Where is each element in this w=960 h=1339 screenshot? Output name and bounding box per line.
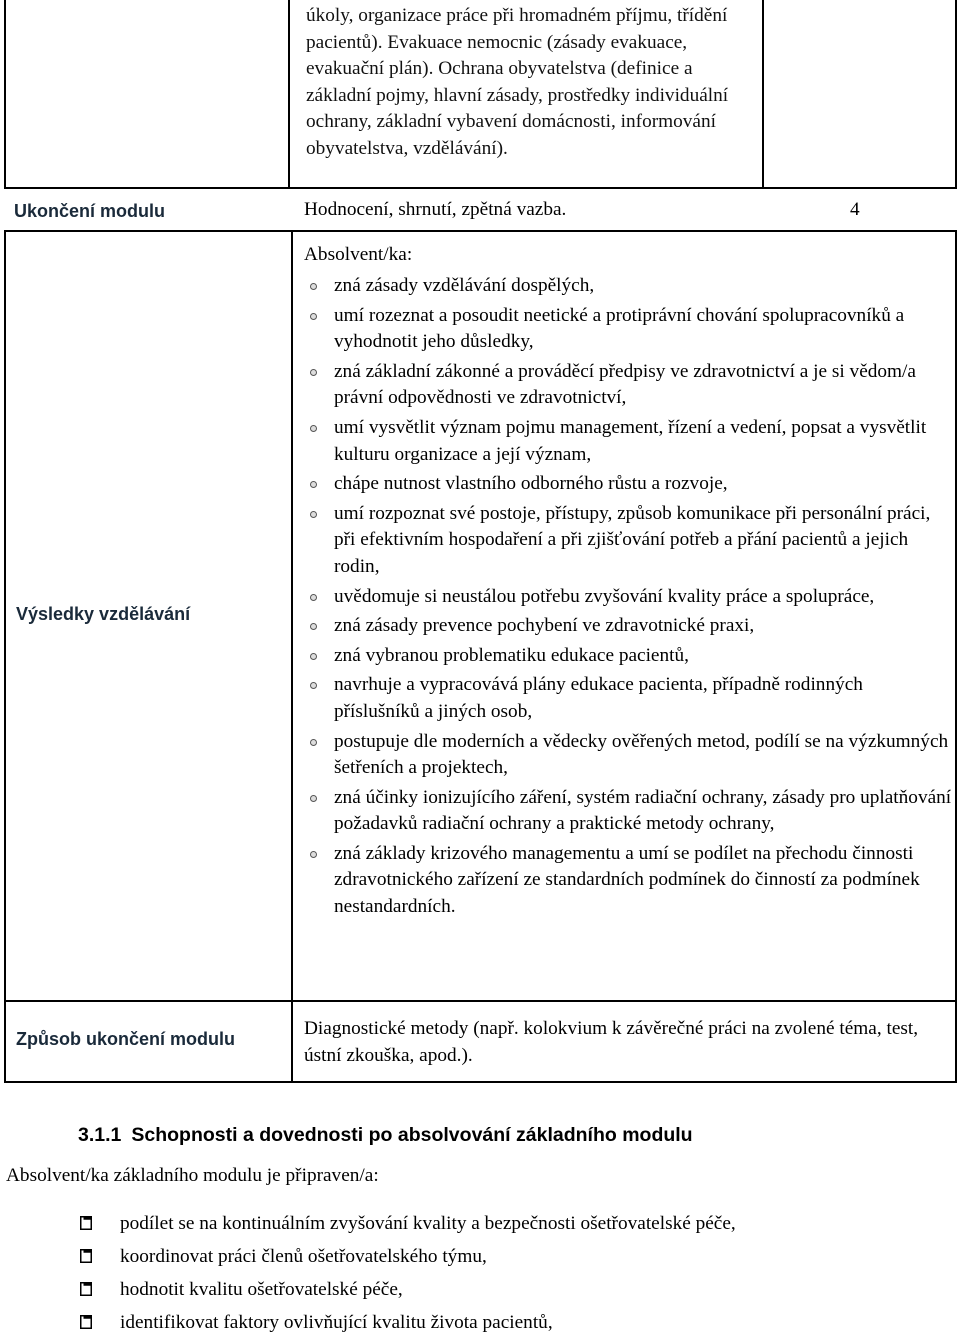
outcome-text: zná základy krizového managementu a umí se podílet na přechodu činnosti zdravotnického zařízení ze standardních podmínek do činností za podmínek nestandardních.: [334, 842, 920, 918]
round-bullet-icon: [310, 623, 317, 630]
list-item: [304, 415, 952, 468]
skill-text: koordinovat práci členů ošetřovatelského týmu,: [120, 1246, 487, 1267]
module-ending-hours: 4: [850, 199, 860, 220]
ending-method-text: Diagnostické metody (např. kolokvium k závěrečné práci na zvolené téma, test, ústní zkouška, apod.).: [304, 1018, 919, 1066]
top-table-left-cell: [4, 0, 290, 189]
learning-outcomes-list: [304, 273, 952, 924]
module-ending-value: Hodnocení, shrnutí, zpětná vazba.: [304, 199, 567, 220]
skill-text: identifikovat faktory ovlivňující kvalitu života pacientů,: [120, 1312, 553, 1333]
outcome-text: zná účinky ionizujícího záření, systém radiační ochrany, zásady pro uplatňování požadavků radiační ochrany a praktické metody ochrany,: [334, 786, 952, 835]
table-column-divider: [291, 232, 293, 1081]
round-bullet-icon: [310, 313, 317, 320]
list-item: [304, 359, 952, 412]
top-table-fragment: [4, 0, 957, 191]
ending-method-label: Způsob ukončení modulu: [16, 1029, 235, 1049]
outcome-text: zná zásady prevence pochybení ve zdravotnické praxi,: [334, 615, 755, 637]
list-item: [304, 785, 952, 838]
round-bullet-icon: [310, 283, 317, 290]
round-bullet-icon: [310, 795, 317, 802]
top-cell-text: úkoly, organizace práce při hromadném příjmu, třídění pacientů). Evakuace nemocnic (zásady evakuace, evakuační plán). Ochrana obyvatelstva (definice a základní pojmy, hlavní zásady, prostředky individuální ochrany, základní vybavení domácnosti, informování obyvatelstva, vzdělávání).: [306, 5, 729, 159]
outcomes-table: [4, 230, 957, 1083]
list-item: [304, 672, 952, 725]
outcome-text: umí vysvětlit význam pojmu management, řízení a vedení, popsat a vysvětlit kulturu organizace a její význam,: [334, 416, 927, 465]
round-bullet-icon: [310, 682, 317, 689]
list-item: [304, 303, 952, 356]
box-bullet-icon: [80, 1282, 92, 1296]
list-item: [304, 613, 952, 640]
outcome-text: zná základní zákonné a prováděcí předpisy ve zdravotnictví a je si vědom/a právní odpovědnosti ve zdravotnictví,: [334, 360, 916, 409]
round-bullet-icon: [310, 481, 317, 488]
outcome-text: umí rozeznat a posoudit neetické a protiprávní chování spolupracovníků a vyhodnotit jeho důsledky,: [334, 304, 905, 353]
skill-text: hodnotit kvalitu ošetřovatelské péče,: [120, 1279, 403, 1300]
outcome-text: zná vybranou problematiku edukace pacientů,: [334, 644, 689, 666]
list-item: [304, 584, 952, 611]
round-bullet-icon: [310, 425, 317, 432]
round-bullet-icon: [310, 653, 317, 660]
outcome-text: chápe nutnost vlastního odborného růstu a rozvoje,: [334, 473, 728, 495]
top-table-right-cell: [762, 0, 957, 189]
section-number: 3.1.1: [78, 1124, 122, 1146]
round-bullet-icon: [310, 369, 317, 376]
list-item: [78, 1273, 736, 1306]
list-item: [304, 643, 952, 670]
list-item: [78, 1240, 736, 1273]
outcome-text: umí rozpoznat své postoje, přístupy, způsob komunikace při personální práci, při efektivním hospodaření a při zjišťování potřeb a přání pacientů a jejich rodin,: [334, 502, 931, 577]
section-heading: [78, 1124, 693, 1147]
list-item: [304, 471, 952, 498]
section-intro: Absolvent/ka základního modulu je připraven/a:: [6, 1165, 379, 1186]
round-bullet-icon: [310, 594, 317, 601]
skill-text: podílet se na kontinuálním zvyšování kvality a bezpečnosti ošetřovatelské péče,: [120, 1213, 736, 1234]
outcome-text: zná zásady vzdělávání dospělých,: [334, 275, 595, 296]
box-bullet-icon: [80, 1315, 92, 1329]
graduate-intro: Absolvent/ka:: [304, 244, 413, 265]
box-bullet-icon: [80, 1216, 92, 1230]
outcome-text: navrhuje a vypracovává plány edukace pacienta, případně rodinných příslušníků a jiných osob,: [334, 674, 863, 722]
section-title: Schopnosti a dovednosti po absolvování základního modulu: [131, 1124, 693, 1146]
module-ending-label: Ukončení modulu: [14, 201, 166, 221]
round-bullet-icon: [310, 739, 317, 746]
outcome-text: postupuje dle moderních a vědecky ověřených metod, podílí se na výzkumných šetřeních a projektech,: [334, 730, 949, 779]
box-bullet-icon: [80, 1249, 92, 1263]
table-row-divider: [6, 1000, 955, 1002]
list-item: [304, 273, 952, 300]
list-item: [78, 1207, 736, 1240]
skills-list: [78, 1207, 736, 1339]
round-bullet-icon: [310, 851, 317, 858]
list-item: [304, 841, 952, 921]
list-item: [78, 1306, 736, 1339]
list-item: [304, 729, 952, 782]
learning-outcomes-label: Výsledky vzdělávání: [16, 604, 191, 624]
list-item: [304, 501, 952, 581]
top-table-content-cell: [290, 0, 764, 189]
outcome-text: uvědomuje si neustálou potřebu zvyšování kvality práce a spolupráce,: [334, 585, 875, 607]
round-bullet-icon: [310, 511, 317, 518]
